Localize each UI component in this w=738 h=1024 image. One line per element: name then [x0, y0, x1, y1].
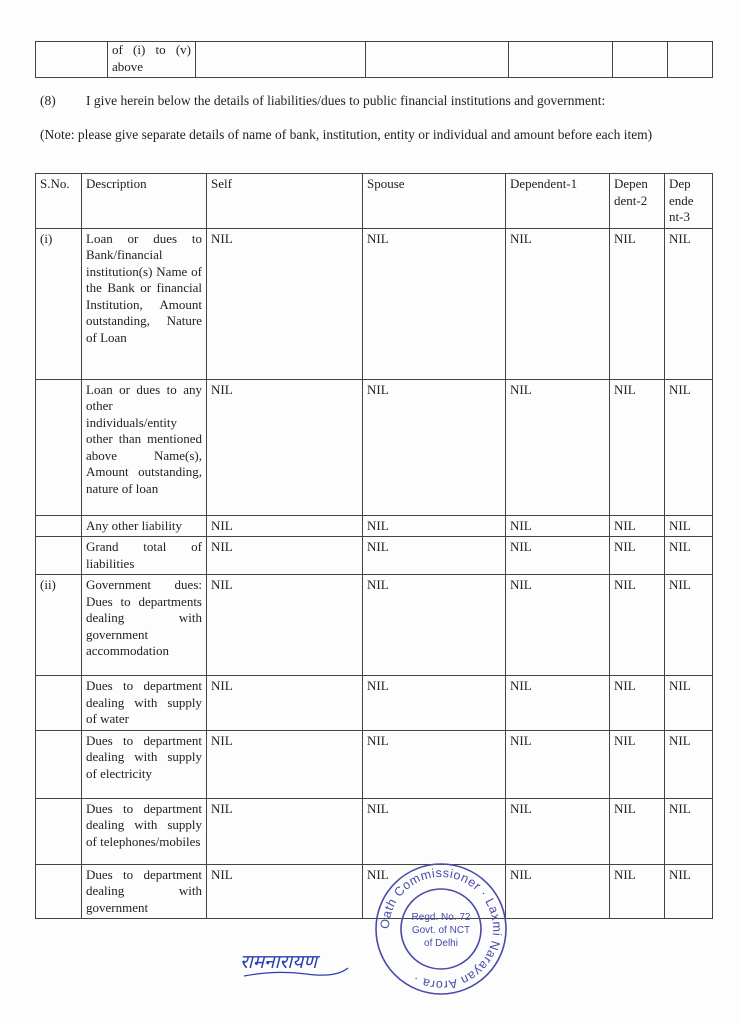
row-sno — [36, 515, 82, 537]
cell-self: NIL — [207, 798, 363, 864]
cell-self: NIL — [207, 228, 363, 379]
cell-self: NIL — [207, 676, 363, 731]
cell-spouse: NIL — [363, 730, 506, 798]
row-sno — [36, 864, 82, 919]
cell-dependent-2: NIL — [610, 379, 665, 515]
cell-self: NIL — [207, 864, 363, 919]
cell-dependent-1: NIL — [506, 864, 610, 919]
table-row — [36, 730, 713, 798]
header-sno: S.No. — [36, 174, 82, 229]
item-number: (8) — [40, 93, 56, 108]
cell-dependent-2: NIL — [610, 537, 665, 575]
cell-self: NIL — [207, 379, 363, 515]
liabilities-table — [35, 173, 713, 919]
cell-dependent-2: NIL — [610, 798, 665, 864]
cell-self: NIL — [207, 575, 363, 676]
cell-dependent-1: NIL — [506, 575, 610, 676]
cell-spouse: NIL — [363, 228, 506, 379]
table-row — [36, 676, 713, 731]
row-description: Loan or dues to any other individuals/entity other than mentioned above Name(s), Amount outstanding, nature of loan — [82, 379, 207, 515]
cell-dependent-2: NIL — [610, 575, 665, 676]
stamp-line-2: Govt. of NCT — [411, 925, 471, 936]
note-paragraph: (Note: please give separate details of name of bank, institution, entity or individual and amount before each item) — [40, 127, 653, 142]
header-self: Self — [207, 174, 363, 229]
cell-dependent-1: NIL — [506, 730, 610, 798]
header-row — [36, 174, 713, 229]
cell-spouse: NIL — [363, 864, 506, 919]
continuation-table — [35, 41, 713, 78]
cell-dependent-1: NIL — [506, 676, 610, 731]
row-sno — [36, 379, 82, 515]
row-sno: (i) — [36, 228, 82, 379]
cell-spouse: NIL — [363, 575, 506, 676]
row-sno — [36, 798, 82, 864]
signature-text: रामनारायण — [240, 951, 317, 973]
table-row — [36, 515, 713, 537]
cell-self: NIL — [207, 730, 363, 798]
cell-dependent-2: NIL — [610, 730, 665, 798]
row-description: Dues to department dealing with supply of water — [82, 676, 207, 731]
continuation-text: of (i) to (v) above — [108, 42, 196, 78]
cell-dependent-3: NIL — [665, 515, 713, 537]
cell-dependent-3: NIL — [665, 676, 713, 731]
continuation-row — [36, 42, 713, 78]
cell-dependent-3: NIL — [665, 730, 713, 798]
header-dependent-2: Depen dent-2 — [610, 174, 665, 229]
cell-spouse: NIL — [363, 379, 506, 515]
cell-dependent-2: NIL — [610, 864, 665, 919]
table-row — [36, 798, 713, 864]
cell-dependent-1: NIL — [506, 379, 610, 515]
row-sno — [36, 730, 82, 798]
header-dependent-1: Dependent-1 — [506, 174, 610, 229]
cell-dependent-1: NIL — [506, 228, 610, 379]
item-8-text: I give herein below the details of liabilities/dues to public financial institutions and government: — [86, 93, 606, 108]
row-sno — [36, 537, 82, 575]
header-description: Description — [82, 174, 207, 229]
cell-dependent-1: NIL — [506, 798, 610, 864]
row-description: Grand total of liabilities — [82, 537, 207, 575]
header-dependent-3: Dep ende nt-3 — [665, 174, 713, 229]
cell-dependent-3: NIL — [665, 798, 713, 864]
cell-dependent-2: NIL — [610, 676, 665, 731]
cell-spouse: NIL — [363, 676, 506, 731]
cell-dependent-2: NIL — [610, 515, 665, 537]
cell-spouse: NIL — [363, 515, 506, 537]
header-spouse: Spouse — [363, 174, 506, 229]
stamp-line-3: of Delhi — [424, 938, 458, 949]
row-sno: (ii) — [36, 575, 82, 676]
item-8-paragraph — [40, 93, 704, 109]
row-description: Dues to department dealing with supply of electricity — [82, 730, 207, 798]
cell-spouse: NIL — [363, 537, 506, 575]
table-row — [36, 575, 713, 676]
row-sno — [36, 676, 82, 731]
row-description: Government dues: Dues to departments dealing with government accommodation — [82, 575, 207, 676]
table-row — [36, 379, 713, 515]
cell-self: NIL — [207, 515, 363, 537]
cell-dependent-2: NIL — [610, 228, 665, 379]
row-description: Loan or dues to Bank/financial institution(s) Name of the Bank or financial Institution, Amount outstanding, Nature of Loan — [82, 228, 207, 379]
oath-commissioner-stamp — [372, 860, 510, 998]
stamp-line-1: Regd. No. 72 — [411, 912, 471, 923]
cell-dependent-1: NIL — [506, 515, 610, 537]
cell-self: NIL — [207, 537, 363, 575]
cell-dependent-3: NIL — [665, 379, 713, 515]
signature — [236, 934, 356, 984]
table-row — [36, 537, 713, 575]
stamp-outer-text: Oath Commissioner · Laxmi Narayan Arora · — [377, 865, 505, 993]
cell-spouse: NIL — [363, 798, 506, 864]
row-description: Dues to department dealing with supply of telephones/mobiles — [82, 798, 207, 864]
row-description: Dues to department dealing with government — [82, 864, 207, 919]
cell-dependent-3: NIL — [665, 864, 713, 919]
cell-dependent-3: NIL — [665, 575, 713, 676]
cell-dependent-3: NIL — [665, 228, 713, 379]
table-row — [36, 228, 713, 379]
cell-dependent-3: NIL — [665, 537, 713, 575]
cell-dependent-1: NIL — [506, 537, 610, 575]
row-description: Any other liability — [82, 515, 207, 537]
